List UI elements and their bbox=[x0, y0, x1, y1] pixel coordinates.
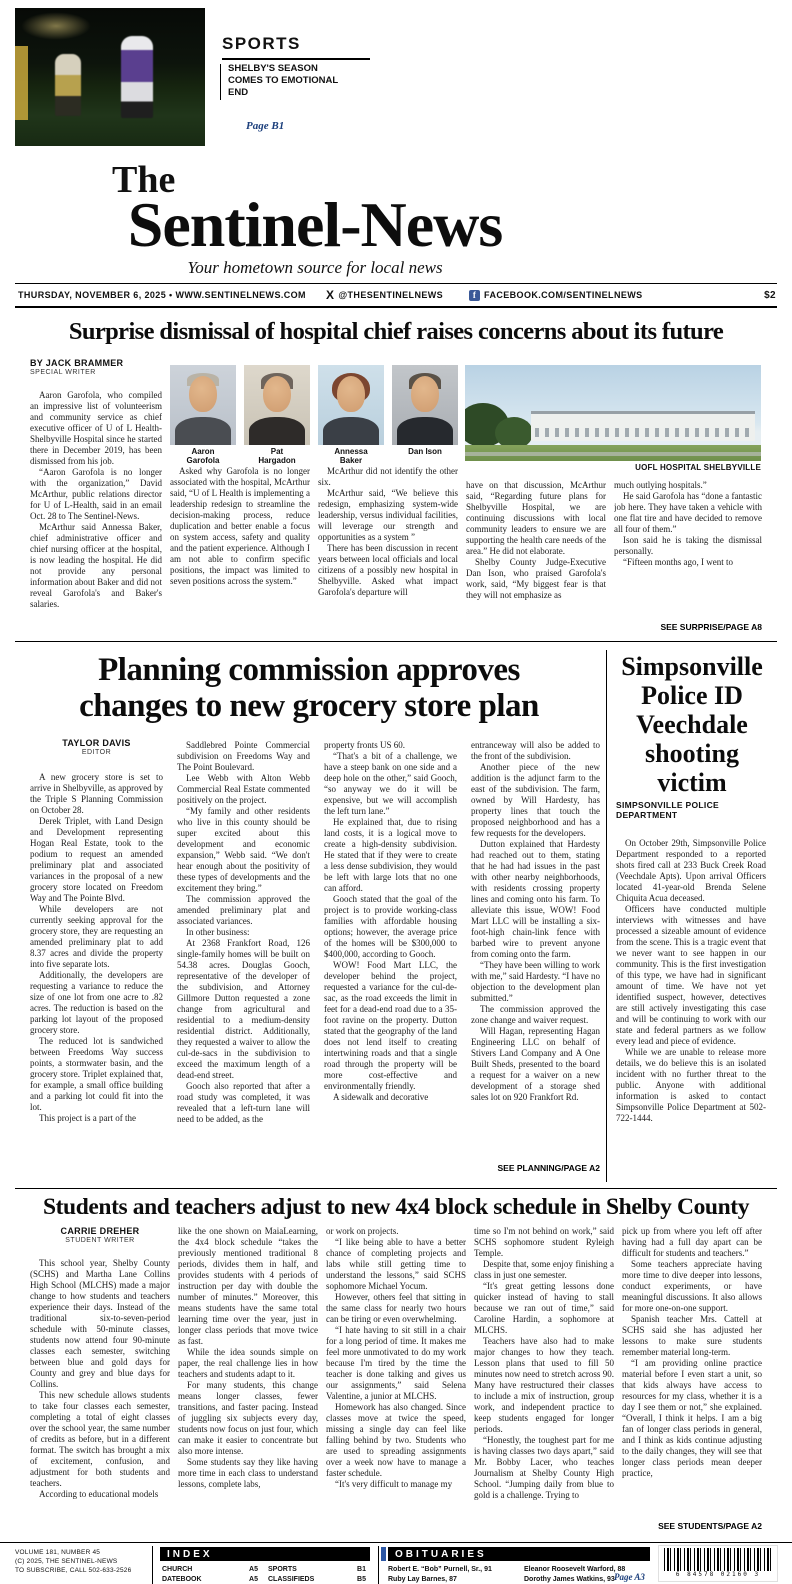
mugshot-pat-hargadon bbox=[244, 365, 310, 465]
mug-face bbox=[411, 376, 439, 412]
divider bbox=[0, 1542, 792, 1543]
students-story-column-1: This school year, Shelby County (SCHS) and Martha Lane Collins High School (MLCHS) made a major change to how students and teachers experience their days. Instead of the traditional six-to-seven-period schedule with 50-minute classes, students now attend four 90-minute classes each semester, switching between blue and gold days for County and grey and blue days for Collins. This new schedule allows students to take four classes each semester, completing a total of eight classes over the school year, the same number of credits as before, but in a different format. The switch has brought a mix of excitement, confusion, and adjustment for both students and teachers. According to educational models bbox=[30, 1258, 170, 1499]
mugshot-photo bbox=[392, 365, 458, 445]
mugshot-dan-ison bbox=[392, 365, 458, 456]
sports-rule bbox=[222, 58, 370, 60]
mug-torso bbox=[175, 417, 231, 445]
mugshot-photo bbox=[170, 365, 236, 445]
students-byline-name: CARRIE DREHER bbox=[60, 1226, 140, 1236]
mugshot-aaron-garofola bbox=[170, 365, 236, 465]
index-item-page: A5 bbox=[249, 1576, 258, 1583]
barcode bbox=[658, 1545, 778, 1582]
obituary-name: Eleanor Roosevelt Warford, 88 bbox=[524, 1566, 626, 1573]
planning-byline-role: EDITOR bbox=[81, 749, 112, 756]
footer-vertical-rule bbox=[152, 1546, 153, 1584]
hospital-story-column-1: Aaron Garofola, who compiled an impressive list of volunteerism and community service as chief executive officer of U of L Health-Shelbyville Hospital since he started there in December 2019, has been dismissed from his job. “Aaron Garofola is no longer with the organization,” David McArthur, public relations director for U of L-Health, said in an email Oct. 28 to The Sentinel-News. McArthur said Annessa Baker, chief administrative officer and chief nursing officer at the hospital, is now leading the hospital. He did not provide any personal information about Baker and did not reveal Garofola's and Baker's salaries. bbox=[30, 390, 162, 609]
mug-face bbox=[263, 376, 291, 412]
stadium-light-glow bbox=[21, 12, 91, 40]
sidebar-vertical-rule bbox=[606, 650, 607, 1182]
divider bbox=[15, 1188, 777, 1189]
obituary-name: Robert E. “Bob” Purnell, Sr., 91 bbox=[388, 1566, 492, 1573]
planning-headline bbox=[15, 652, 603, 724]
mug-face bbox=[337, 376, 365, 412]
footer-vertical-rule bbox=[378, 1546, 379, 1584]
volume-line: VOLUME 181, NUMBER 45 bbox=[15, 1549, 101, 1556]
sideline-banner bbox=[15, 46, 28, 120]
index-item-page: B5 bbox=[357, 1576, 366, 1583]
students-story-column-5: pick up from where you left off after having had a full day apart can be difficult for students and teachers.” Some teachers appreciate having more time to dive deeper into lessons, conduct experiments, or have meaningful discussions. It also allows for more one-on-one support. Spanish teacher Mrs. Cattell at SCHS said she has adjusted her lessons to make sure students remember material long-term. “I am providing online practice material before I even start a unit, so that kids always have access to resources for my class, whether it is a day I see them or not,” she explained. “Overall, I think it helps. I am a big fan of longer class periods in general, and I think as kids continue adjusting to the daily changes, they will see that longer class periods mean deeper practice, bbox=[622, 1226, 762, 1478]
hospital-story-column-3: McArthur did not identify the other six. McArthur said, “We believe this redesign, emphasizing system-wide leadership, versus individual facilities, will leverage our strength and opportunities as a system ” There has been discussion in recent years between local officials and local citizens of a possibly new hospital in Shelbyville. Asked what impact Garofola's departure will bbox=[318, 466, 458, 597]
hospital-photo bbox=[465, 365, 761, 461]
planning-byline bbox=[30, 738, 163, 756]
hospital-byline-name: BY JACK BRAMMER bbox=[30, 358, 124, 368]
planning-story-column-1: A new grocery store is set to arrive in Shelbyville, as approved by the Triple S Planning Commission on October 28. Derek Triplet, with Land Design and Development representing Hogan Real Estate, took to the podium to request an amended preliminary plat and associated variances in the proposal of a new grocery store located on Freedom Way and The Pointe Blvd. While developers are not currently seeking approval for the grocery store, they are requesting an amended preliminary plat to add 8.37 acres and divide the property into five separate lots. Additionally, the developers are requesting a variance to reduce the size of one lot from one acre to .82 acres. The reduction is based on the parking lot layout of the proposed grocery store. The reduced lot is sandwiched between Freedoms Way success points, a stormwater basin, and the grocery store. Triplet explained that, for example, a small office building and a parking lot could fit into the lot. This project is a part of the bbox=[30, 772, 163, 1123]
dateline-text: THURSDAY, NOVEMBER 6, 2025 • WWW.SENTINELNEWS.COM bbox=[18, 290, 306, 300]
students-story-column-4: time so I'm not behind on work,” said SCHS sophomore student Ryleigh Temple. Despite that, some enjoy finishing a class in just one semester. “It's great getting lessons done quicker instead of having to stall because we ran out of time,” said Caroline Hardin, a sophomore at MLCHS. Teachers have also had to make major changes to how they teach. Lesson plans that used to fill 50 minutes now need to stretch across 90. Many have restructured their classes to include a mix of instruction, group work, and independent practice to keep students engaged for longer periods. “Honestly, the toughest part for me is having classes two days apart,” said Mr. Bobby Lacer, who teaches Journalism at Shelby County High School. “Jumping daily from blue to gold is a challenge. Trying to bbox=[474, 1226, 614, 1500]
mugshot-photo bbox=[244, 365, 310, 445]
planning-story-column-4: entranceway will also be added to the front of the subdivision. Another piece of the new addition is the adjunct farm to the east of the subdivision. The farm, owned by Will Hardesty, has property lines that touch the proposed neighborhood and has a few requests for the developers. Dutton explained that Hardesty had reached out to them, stating that he had had issues in the past with other nearby neighborhoods, with residents crossing property lines and coming onto his farm. To alleviate this issue, WOW! Food Mart LLC will be installing a six-foot-high chain-link fence with barbed wire to prevent anyone from coming onto the farm. “They have been willing to work with me,” said Hardesty. “I have no objection to the development plan submitted.” The commission approved the zone change and waiver request. Will Hagan, representing Hagan Engineering LLC on behalf of Stivers Land Company and A One Built Sheds, presented to the board a request for a waiver on a new development of a storage shed sales lot on 920 Frankfort Rd. bbox=[471, 740, 600, 1102]
facebook-social-link bbox=[469, 290, 643, 301]
hospital-story-column-4: have on that discussion, McArthur said, “Regarding future plans for Shelbyville Hospital, we are continuing discussions with local community leaders to ensure we are supporting the health care needs of the area.” He did not elaborate. Shelby County Judge-Executive Dan Ison, who praised Garofola's work, said, “My biggest fear is that they will not emphasize as bbox=[466, 480, 606, 600]
masthead-the: The bbox=[112, 159, 176, 201]
mug-torso bbox=[249, 417, 305, 445]
index-item bbox=[162, 1576, 258, 1583]
students-story-column-3: or work on projects. “I like being able to have a better chance of completing projects and labs while still getting time to understand the lessons,” said SCHS sophomore Michael Yocum. However, others feel that sitting in the same class for nearly two hours can be tiring or even overwhelming. “I hate having to sit still in a chair for a long period of time. It makes me feel more unmotivated to do my work because I'm tired by the time the teacher is done talking and gives us our assignments,” said Selena Valentine, a junior at MLCHS. Homework has also changed. Since classes move at twice the speed, missing a single day can feel like falling behind by two. Students who are used to spreading assignments over a week now have to manage a faster schedule. “It's very difficult to manage my bbox=[326, 1226, 466, 1489]
divider bbox=[15, 283, 777, 284]
barcode-bars bbox=[664, 1548, 772, 1571]
planning-story-column-3: property fronts US 60. “That's a bit of a challenge, we have a steep bank on one side and a deep hole on the other,” said Gooch, “so anyway we do it will be expensive, but we will accomplish the left turn lane.” He explained that, due to rising land costs, it is a logical move to create a high-density subdivision. He stated that if they were to create a less dense subdivision, they would be left with large lots that no one can afford. Gooch stated that the goal of the project is to provide working-class families with affordable housing options; however, the average price of the homes will be $300,000 to $400,000, according to Gooch. WOW! Food Mart LLC, the developer behind the project, requested a variance for the cul-de-sac, as the road exceeds the limit in feet for a dead-end road due to a 35-foot ravine on the property. Dutton stated that the geography of the land does not lend itself to creating intertwining roads and that a single road through the property will be more cost-effective and environmentally friendly. A sidewalk and decorative bbox=[324, 740, 457, 1102]
index-item-label: CLASSIFIEDS bbox=[268, 1576, 315, 1583]
obituaries-header: OBITUARIES bbox=[388, 1547, 650, 1561]
x-handle: @THESENTINELNEWS bbox=[338, 290, 444, 300]
index-item-page: B1 bbox=[357, 1566, 366, 1573]
index-header: INDEX bbox=[160, 1547, 370, 1561]
publication-info bbox=[15, 1548, 131, 1575]
mugshot-caption: Pat Hargadon bbox=[258, 447, 296, 465]
football-player-right bbox=[121, 36, 153, 118]
hospital-byline bbox=[30, 358, 123, 376]
mugshot-annessa-baker bbox=[318, 365, 384, 465]
driveway bbox=[465, 452, 761, 456]
index-item bbox=[162, 1566, 258, 1573]
sports-teaser-headline: SHELBY'S SEASON COMES TO EMOTIONAL END bbox=[228, 63, 338, 98]
students-story-column-2: like the one shown on MaiaLearning, the 4x4 block schedule “takes the previously mentioned traditional 8 periods, divides them in half, and provides students with 4 periods of instruction per day with double the number of minutes.” Moreover, this means students have the same total learning time over the year, just in longer class periods that move twice as fast. While the idea sounds simple on paper, the real challenge lies in how teachers and students adapt to it. For many students, this change means longer classes, fewer transitions, and faster pacing. Instead of juggling six subjects every day, students now focus on just four, which can make it easier to concentrate but also more intense. Some students say they like having more time in each class to understand lessons, complete labs, bbox=[178, 1226, 318, 1489]
students-headline: Students and teachers adjust to new 4x4 block schedule in Shelby County bbox=[42, 1194, 750, 1220]
sports-section-label: SPORTS bbox=[222, 34, 301, 53]
hospital-byline-role: SPECIAL WRITER bbox=[30, 369, 96, 376]
divider bbox=[15, 306, 777, 308]
football-photo bbox=[15, 8, 205, 146]
obituaries-page-ref: Page A3 bbox=[614, 1572, 645, 1582]
football-player-left bbox=[55, 54, 81, 116]
index-item bbox=[268, 1576, 366, 1583]
subscribe-line: TO SUBSCRIBE, CALL 502-633-2526 bbox=[15, 1567, 132, 1574]
mugshot-caption: Dan Ison bbox=[408, 447, 442, 456]
hospital-story-column-2: Asked why Garofola is no longer associated with the hospital, McArthur said, “U of L Health is implementing a leadership redesign to streamline the decision-making process, reduce duplication and better enable a focus on system access, safety and quality and the patient experience. Although I am not able to confirm specific positions, the impact was limited to seven positions across the system.” bbox=[170, 466, 310, 586]
hospital-photo-caption: UOFL HOSPITAL SHELBYVILLE bbox=[635, 463, 761, 472]
index-item bbox=[268, 1566, 366, 1573]
planning-jump-ref: SEE PLANNING/PAGE A2 bbox=[497, 1163, 600, 1173]
index-item-label: DATEBOOK bbox=[162, 1576, 202, 1583]
planning-story-column-2: Saddlebred Pointe Commercial subdivision on Freedoms Way and The Point Boulevard. Lee Webb with Alton Webb Commercial Real Estate commented positively on the project. “My family and other residents who live in this county should be super excited about this development and economic expansion,” Webb said. “We don't hear enough about the positivity of these types of developments and the excitement they bring.” The commission approved the amended preliminary plat and associated variances. In other business: At 2368 Frankfort Road, 126 single-family homes will be built on 54.38 acres. Douglas Gooch, representative of the developer of the subdivision, and Attorney Gillmore Dutton requested a zone change from agricultural and residential to a medium-density residential district. Additionally, they requested a waiver to allow the cul-de-sacs in the subdivision to exceed the maximum length of a dead-end street. Gooch also reported that after a road study was completed, it was revealed that a left-turn lane will need to be added, as the bbox=[177, 740, 310, 1124]
mug-torso bbox=[397, 417, 453, 445]
masthead-title: Sentinel-News bbox=[127, 189, 503, 260]
dateline-bar bbox=[18, 288, 776, 302]
students-byline-role: STUDENT WRITER bbox=[65, 1237, 135, 1244]
mugshot-caption: Aaron Garofola bbox=[186, 447, 220, 465]
hospital-headline: Surprise dismissal of hospital chief raises concerns about its future bbox=[68, 318, 724, 345]
obituary-name: Dorothy James Watkins, 93 bbox=[524, 1576, 615, 1583]
divider bbox=[15, 641, 777, 642]
masthead-tagline: Your hometown source for local news bbox=[187, 258, 443, 277]
mug-face bbox=[189, 376, 217, 412]
hospital-story-column-5: much outlying hospitals.” He said Garofola has “done a fantastic job here. They have taken a vehicle with one flat tire and have decided to remove all four of them.” Ison said he is taking the dismissal personally. “Fifteen months ago, I went to bbox=[614, 480, 762, 567]
hospital-windows bbox=[535, 428, 751, 437]
facebook-handle: FACEBOOK.COM/SENTINELNEWS bbox=[484, 290, 643, 300]
teaser-vertical-rule bbox=[220, 64, 221, 100]
obituaries-accent bbox=[381, 1547, 386, 1561]
planning-headline-line1: Planning commission approves bbox=[98, 652, 520, 688]
obituary-name: Ruby Lay Barnes, 87 bbox=[388, 1576, 457, 1583]
simpsonville-headline: Simpsonville Police ID Veechdale shooting victim bbox=[621, 652, 763, 797]
hospital-jump-ref: SEE SURPRISE/PAGE A8 bbox=[660, 622, 762, 632]
planning-headline-line2: changes to new grocery store plan bbox=[79, 688, 539, 724]
mug-torso bbox=[323, 417, 379, 445]
facebook-icon: f bbox=[469, 290, 480, 301]
students-byline bbox=[30, 1226, 170, 1244]
planning-byline-name: TAYLOR DAVIS bbox=[62, 738, 131, 748]
index-item-label: CHURCH bbox=[162, 1566, 193, 1573]
students-jump-ref: SEE STUDENTS/PAGE A2 bbox=[658, 1521, 762, 1531]
copyright-line: (C) 2025, THE SENTINEL-NEWS bbox=[15, 1558, 118, 1565]
simpsonville-body: On October 29th, Simpsonville Police Department responded to a reported shots fired call at 233 Buck Creek Road (Veechdale Apts). Upon arrival Officers located 41-year-old Brenda Selene Chiquita Acua deceased. Officers have conducted multiple interviews with witnesses and have processed a sizeable amount of evidence from the scene. This is a tragic event that we never want to see happen in our community. This is the first investigation of this type, we have had in significant amount of time. We have not yet identified suspect, however, detectives are still actively investigating this case and will be continuing to work with our state and federal partners as we follow every lead and piece of evidence. While we are unable to release more details, we do believe this is an isolated incident with no further threat to the public. Anyone with additional information is asked to contact Simpsonville Police Department at 502-722-1444. bbox=[616, 838, 766, 1123]
mugshot-caption: Annessa Baker bbox=[334, 447, 368, 465]
x-icon: X bbox=[325, 288, 335, 302]
barcode-digits: 6 84578 02160 3 bbox=[675, 1571, 761, 1578]
x-social-link bbox=[326, 288, 443, 302]
sports-page-ref: Page B1 bbox=[246, 120, 285, 132]
mugshot-photo bbox=[318, 365, 384, 445]
index-item-page: A5 bbox=[249, 1566, 258, 1573]
price: $2 bbox=[764, 289, 776, 301]
index-item-label: SPORTS bbox=[268, 1566, 297, 1573]
simpsonville-byline: SIMPSONVILLE POLICE DEPARTMENT bbox=[616, 800, 719, 820]
